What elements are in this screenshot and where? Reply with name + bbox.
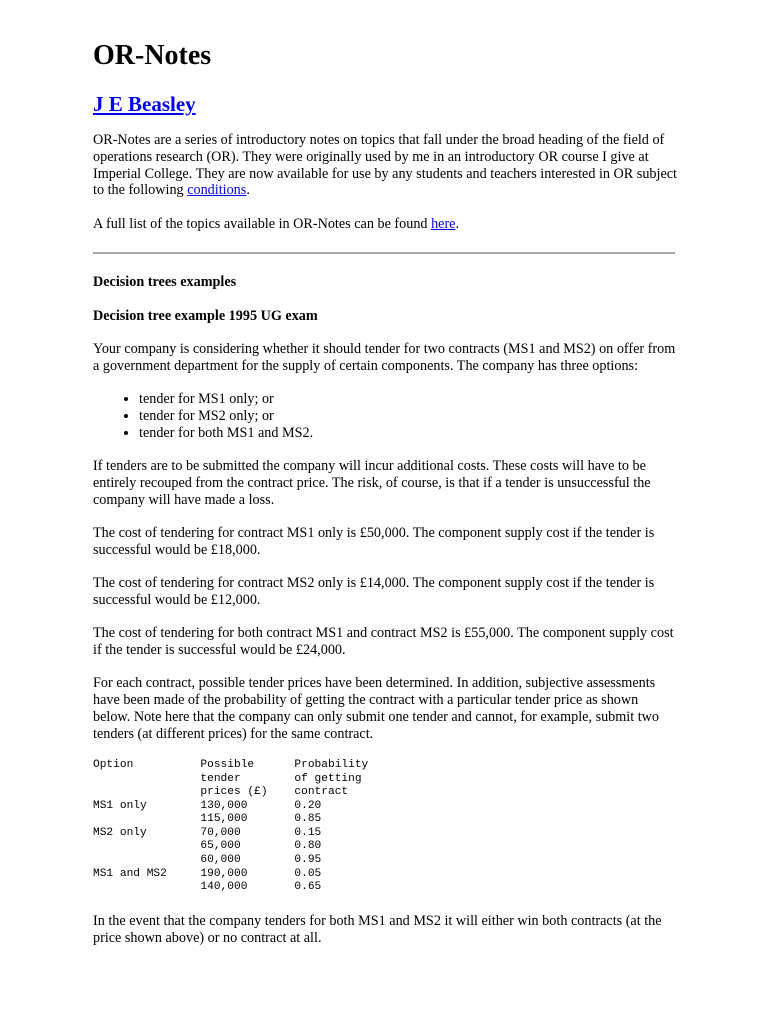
list-item: • tender for MS1 only; or — [139, 391, 678, 408]
author-link[interactable]: J E Beasley — [93, 92, 196, 116]
list-item: • tender for MS2 only; or — [139, 408, 678, 425]
full-list-paragraph — [93, 216, 678, 233]
options-list — [93, 391, 678, 441]
document-page — [93, 40, 678, 963]
ms1-cost-paragraph: The cost of tendering for contract MS1 only is £50,000. The component supply cost if the tender is successful would be £18,000. — [93, 524, 655, 558]
tender-table: Option Possible Probability tender of getting prices (£) contract MS1 only 130,000 0.20 115,000 0.85 MS2 only 70,000 0.15 65,000 0.80 60,000 0.95 MS1 and MS2 190,000 0.05 140,000 0.65 — [93, 758, 369, 894]
company-paragraph: Your company is considering whether it should tender for two contracts (MS1 and MS2) on offer from a government department for the supply of certain components. The company has three options: — [93, 341, 676, 374]
costs-paragraph: If tenders are to be submitted the company will incur additional costs. These costs will have to be entirely recouped from the contract price. The risk, of course, is that if a tender is unsuccessful the company will have made a loss. — [93, 458, 651, 508]
section-heading: Decision trees examples — [93, 274, 237, 291]
page-title: OR-Notes — [93, 40, 212, 71]
list-item: • tender for both MS1 and MS2. — [139, 425, 678, 442]
both-cost-paragraph: The cost of tendering for both contract MS1 and contract MS2 is £55,000. The component supply cost if the tender is successful would be £24,000. — [93, 625, 674, 658]
intro-text: OR-Notes are a series of introductory notes on topics that fall under the broad heading of the field of operations research (OR). They were originally used by me in an introductory OR course I give at Imperial College. They are now available for use by any students and teachers interested in OR subject to the following — [93, 132, 677, 199]
here-link[interactable]: here — [431, 215, 456, 232]
author-heading — [93, 92, 678, 116]
prices-paragraph: For each contract, possible tender prices have been determined. In addition, subjective assessments have been made of the probability of getting the contract with a particular tender price as shown below. Note here that the company can only submit one tender and cannot, for example, submit two tenders (at different prices) for the same contract. — [93, 675, 660, 742]
horizontal-divider — [93, 252, 675, 254]
intro-text-end: . — [246, 182, 250, 199]
ms2-cost-paragraph: The cost of tendering for contract MS2 only is £14,000. The component supply cost if the tender is successful would be £12,000. — [93, 575, 655, 608]
intro-paragraph — [93, 132, 678, 199]
full-list-text-end: . — [455, 215, 460, 232]
event-paragraph: In the event that the company tenders for both MS1 and MS2 it will either win both contracts (at the price shown above) or no contract at all. — [93, 912, 662, 946]
full-list-text: A full list of the topics available in OR-Notes can be found — [93, 215, 432, 232]
example-heading: Decision tree example 1995 UG exam — [93, 307, 318, 324]
conditions-link[interactable]: conditions — [187, 182, 247, 199]
